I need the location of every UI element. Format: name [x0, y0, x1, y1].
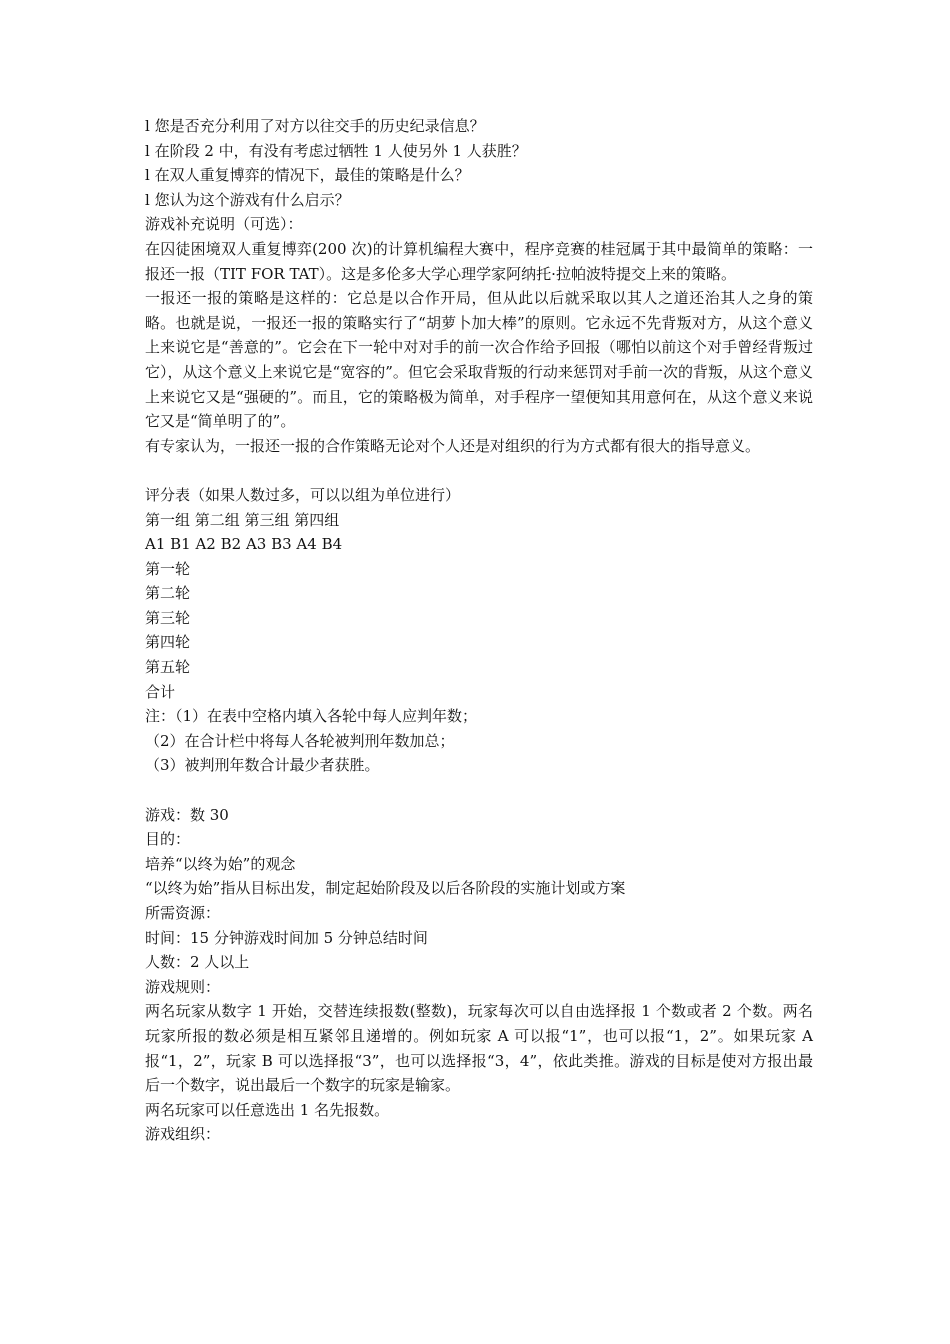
purpose-line-2: “以终为始”指从目标出发，制定起始阶段及以后各阶段的实施计划或方案: [145, 879, 626, 898]
scoresheet-round-2: 第二轮: [145, 584, 191, 603]
question-insight: l 您认为这个游戏有什么启示？: [145, 190, 350, 209]
question-best-strategy: l 在双人重复博弈的情况下，最佳的策略是什么？: [145, 166, 470, 185]
rules-paragraph-1: 两名玩家从数字 1 开始，交替连续报数(整数)，玩家每次可以自由选择报 1 个数或者 2 个数。两名玩家所报的数必须是相互紧邻且递增的。例如玩家 A 可以报“1”，也可以报“1，2”。如果玩家 A 报“1，2”，玩家 B 可以选择报“3”，也可以选择报“3，4”，依此类推。游戏的目标是使对方报出最后一个数字，说出最后一个数字的玩家是输家。: [145, 1002, 813, 1095]
organization-label: 游戏组织：: [145, 1125, 221, 1144]
game-title: 游戏：数 30: [145, 805, 229, 824]
question-sacrifice: l 在阶段 2 中，有没有考虑过牺牲 1 人使另外 1 人获胜？: [145, 141, 527, 160]
supplement-paragraph-2: 一报还一报的策略是这样的：它总是以合作开局，但从此以后就采取以其人之道还治其人之身的策略。也就是说，一报还一报的策略实行了“胡萝卜加大棒”的原则。它永远不先背叛对方，从这个意义上来说它是“善意的”。它会在下一轮中对对手的前一次合作给予回报（哪怕以前这个对手曾经背叛过它），从这个意义上来说它是“宽容的”。但它会采取背叛的行动来惩罚对手前一次的背叛，从这个意义上来说它又是“强硬的”。而且，它的策略极为简单，对手程序一望便知其用意何在，从这个意义来说它又是“简单明了的”。: [145, 289, 813, 431]
scoresheet-note-1: 注：（1）在表中空格内填入各轮中每人应判年数；: [145, 707, 478, 726]
scoresheet-groups: 第一组 第二组 第三组 第四组: [145, 510, 340, 529]
supplement-paragraph-1: 在囚徒困境双人重复博弈(200 次)的计算机编程大赛中，程序竞赛的桂冠属于其中最简单的策略：一报还一报（TIT FOR TAT）。这是多伦多大学心理学家阿纳托·拉帕波特提交上来的策略。: [145, 239, 813, 283]
supplement-paragraph-3: 有专家认为，一报还一报的合作策略无论对个人还是对组织的行为方式都有很大的指导意义。: [145, 436, 761, 455]
scoresheet-round-4: 第四轮: [145, 633, 191, 652]
rules-label: 游戏规则：: [145, 977, 221, 996]
scoresheet-round-1: 第一轮: [145, 559, 191, 578]
scoresheet-total: 合计: [145, 682, 176, 701]
scoresheet-note-2: （2）在合计栏中将每人各轮被判刑年数加总；: [145, 731, 455, 750]
spacer: [145, 778, 813, 803]
rules-paragraph-2: 两名玩家可以任意选出 1 名先报数。: [145, 1100, 390, 1119]
scoresheet-title: 评分表（如果人数过多，可以以组为单位进行）: [145, 485, 461, 504]
supplement-heading: 游戏补充说明（可选）：: [145, 215, 303, 234]
scoresheet-round-3: 第三轮: [145, 608, 191, 627]
scoresheet-round-5: 第五轮: [145, 658, 191, 677]
spacer: [145, 458, 813, 483]
scoresheet-players: A1 B1 A2 B2 A3 B3 A4 B4: [145, 535, 343, 554]
resources-time: 时间：15 分钟游戏时间加 5 分钟总结时间: [145, 928, 428, 947]
resources-label: 所需资源：: [145, 904, 221, 922]
question-history-info: l 您是否充分利用了对方以往交手的历史纪录信息？: [145, 117, 485, 135]
purpose-label: 目的：: [145, 830, 191, 849]
resources-people: 人数：2 人以上: [145, 953, 250, 972]
document-body: [145, 114, 813, 1147]
scoresheet-note-3: （3）被判刑年数合计最少者获胜。: [145, 756, 380, 775]
purpose-line-1: 培养“以终为始”的观念: [145, 854, 296, 873]
